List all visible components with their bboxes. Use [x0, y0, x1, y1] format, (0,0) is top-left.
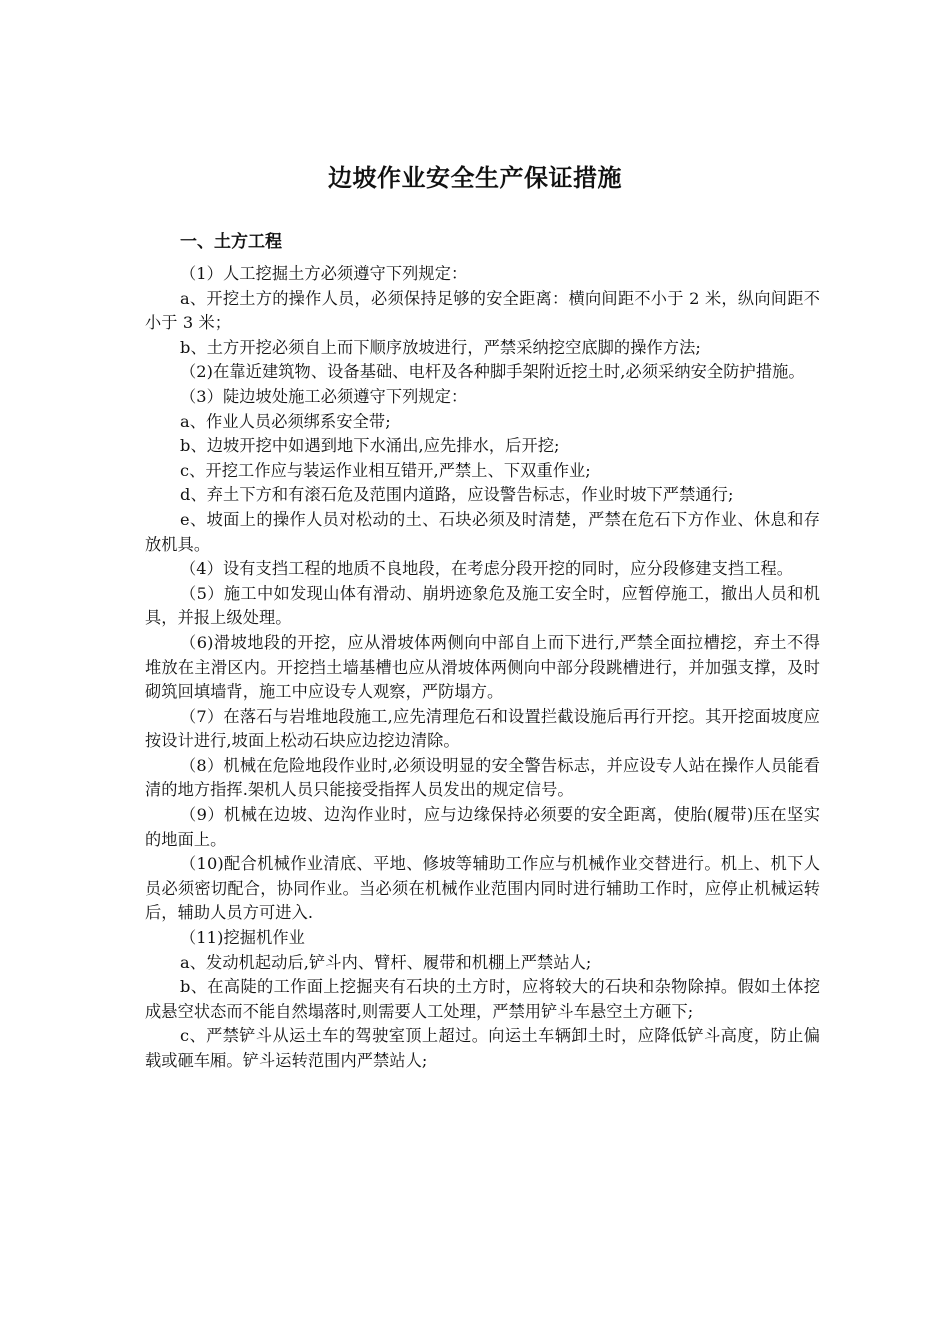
paragraph: （3）陡边坡处施工必须遵守下列规定： [180, 386, 468, 406]
paragraph: b、边坡开挖中如遇到地下水涌出,应先排水，后开挖; [180, 436, 560, 456]
paragraph: （4）设有支挡工程的地质不良地段，在考虑分段开挖的同时，应分段修建支挡工程。 [180, 559, 794, 579]
paragraph: （6)滑坡地段的开挖，应从滑坡体两侧向中部自上而下进行,严禁全面拉槽挖，弃土不得堆放在主滑区内。开挖挡土墙基槽也应从滑坡体两侧向中部分段跳槽进行，并加强支撑，及时砌筑回填墙背，施工中应设专人观察，严防塌方。 [145, 632, 820, 702]
paragraph: （8）机械在危险地段作业时,必须设明显的安全警告标志，并应设专人站在操作人员能看清的地方指挥.架机人员只能接受指挥人员发出的规定信号。 [145, 755, 820, 800]
paragraph: b、在高陡的工作面上挖掘夹有石块的土方时，应将较大的石块和杂物除掉。假如土体挖成悬空状态而不能自然塌落时,则需要人工处理，严禁用铲斗车悬空土方砸下; [145, 977, 820, 1021]
paragraph: （1）人工挖掘土方必须遵守下列规定： [180, 264, 468, 283]
section-heading: 一、土方工程 [180, 232, 282, 252]
paragraph: （9）机械在边坡、边沟作业时，应与边缘保持必须要的安全距离，使胎(履带)压在坚实的地面上。 [145, 805, 820, 849]
document-body [145, 262, 820, 1074]
paragraph: （5）施工中如发现山体有滑动、崩坍迹象危及施工安全时，应暂停施工，撤出人员和机具，并报上级处理。 [145, 583, 820, 628]
paragraph: （7）在落石与岩堆地段施工,应先清理危石和设置拦截设施后再行开挖。其开挖面坡度应按设计进行,坡面上松动石块应边挖边清除。 [145, 706, 820, 751]
paragraph: （10)配合机械作业清底、平地、修坡等辅助工作应与机械作业交替进行。机上、机下人员必须密切配合，协同作业。当必须在机械作业范围内同时进行辅助工作时，应停止机械运转后，辅助人员方可进入. [145, 854, 820, 923]
paragraph: （11)挖掘机作业 [180, 928, 305, 948]
paragraph: （2)在靠近建筑物、设备基础、电杆及各种脚手架附近挖土时,必须采纳安全防护措施。 [180, 362, 805, 382]
paragraph: c、严禁铲斗从运土车的驾驶室顶上超过。向运土车辆卸土时，应降低铲斗高度，防止偏载或砸车厢。铲斗运转范围内严禁站人; [145, 1026, 820, 1070]
paragraph: a、开挖土方的操作人员，必须保持足够的安全距离：横向间距不小于 2 米，纵向间距不小于 3 米； [145, 288, 820, 333]
paragraph: c、开挖工作应与装运作业相互错开,严禁上、下双重作业; [180, 460, 591, 480]
paragraph: a、作业人员必须绑系安全带; [180, 411, 391, 431]
document-title: 边坡作业安全生产保证措施 [328, 164, 622, 192]
paragraph: a、发动机起动后,铲斗内、臂杆、履带和机棚上严禁站人; [180, 952, 592, 972]
paragraph: e、坡面上的操作人员对松动的土、石块必须及时清楚，严禁在危石下方作业、休息和存放机具。 [145, 509, 820, 554]
paragraph: d、弃土下方和有滚石危及范围内道路，应设警告标志，作业时坡下严禁通行; [180, 485, 734, 505]
paragraph: b、土方开挖必须自上而下顺序放坡进行，严禁采纳挖空底脚的操作方法; [180, 337, 701, 357]
